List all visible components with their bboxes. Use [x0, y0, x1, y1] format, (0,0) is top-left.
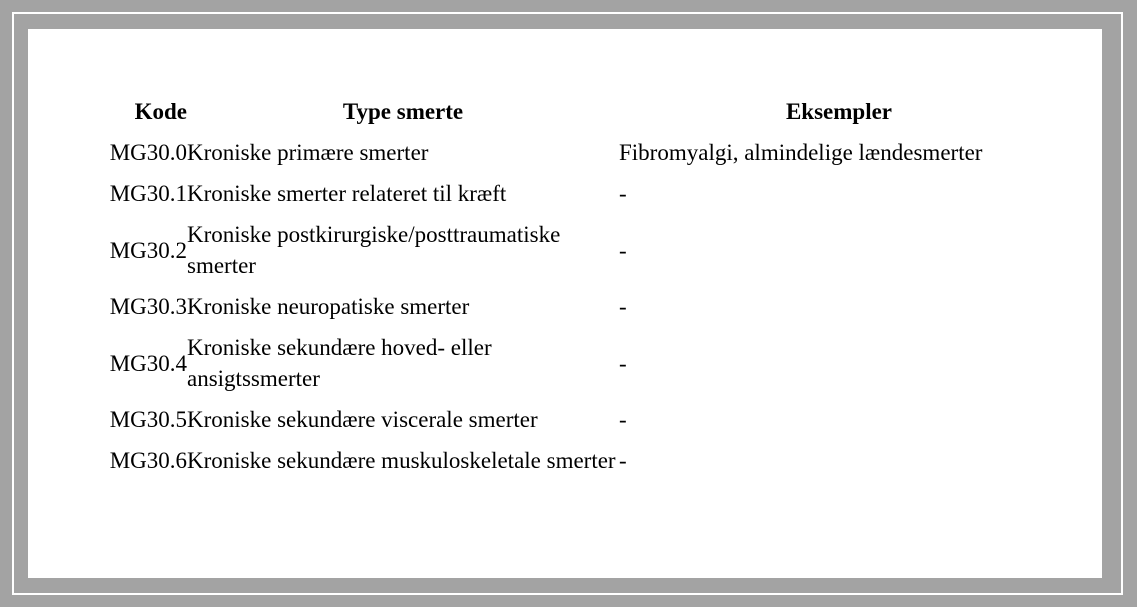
- table-row: [68, 327, 1059, 399]
- cell-code: MG30.6: [109, 448, 187, 473]
- cell-examples: -: [619, 237, 627, 263]
- cell-type-text: Kroniske sekundære hoved- eller ansigtssmerter: [187, 335, 492, 391]
- cell-type-text: Kroniske postkirurgiske/posttraumatiske smerter: [187, 222, 561, 278]
- cell-examples: -: [619, 448, 627, 473]
- cell-type: [187, 399, 619, 440]
- table-row: [68, 132, 1059, 173]
- pain-classification-table: [68, 91, 1059, 481]
- cell-type: [187, 214, 619, 286]
- cell-type-text: Kroniske sekundære muskuloskeletale smerter: [187, 448, 616, 473]
- cell-examples: -: [619, 294, 627, 319]
- cell-code: MG30.5: [109, 407, 187, 432]
- cell-code: MG30.4: [109, 350, 187, 376]
- cell-examples: Fibromyalgi, almindelige lændesmerter: [619, 140, 983, 165]
- cell-type-text: Kroniske primære smerter: [187, 140, 429, 165]
- cell-type: [187, 286, 619, 327]
- cell-code: MG30.2: [109, 237, 187, 263]
- table-row: [68, 440, 1059, 481]
- cell-type: [187, 132, 619, 173]
- header-type: Type smerte: [342, 99, 464, 124]
- cell-type-text: Kroniske smerter relateret til kræft: [187, 181, 507, 206]
- table-row: [68, 173, 1059, 214]
- cell-type-text: Kroniske sekundære viscerale smerter: [187, 407, 538, 432]
- table-row: [68, 286, 1059, 327]
- header-code: Kode: [134, 99, 187, 124]
- cell-examples: -: [619, 181, 627, 206]
- cell-examples: -: [619, 407, 627, 432]
- cell-type: [187, 440, 619, 481]
- cell-code: MG30.1: [109, 181, 187, 206]
- cell-examples: -: [619, 350, 627, 376]
- cell-type: [187, 173, 619, 214]
- table-header-row: [68, 91, 1059, 132]
- cell-type-text: Kroniske neuropatiske smerter: [187, 294, 470, 319]
- content-panel: [28, 29, 1102, 578]
- header-examples: Eksempler: [785, 99, 893, 124]
- cell-code: MG30.3: [109, 294, 187, 319]
- cell-type: [187, 327, 619, 399]
- table-row: [68, 399, 1059, 440]
- table-row: [68, 214, 1059, 286]
- cell-code: MG30.0: [109, 140, 187, 165]
